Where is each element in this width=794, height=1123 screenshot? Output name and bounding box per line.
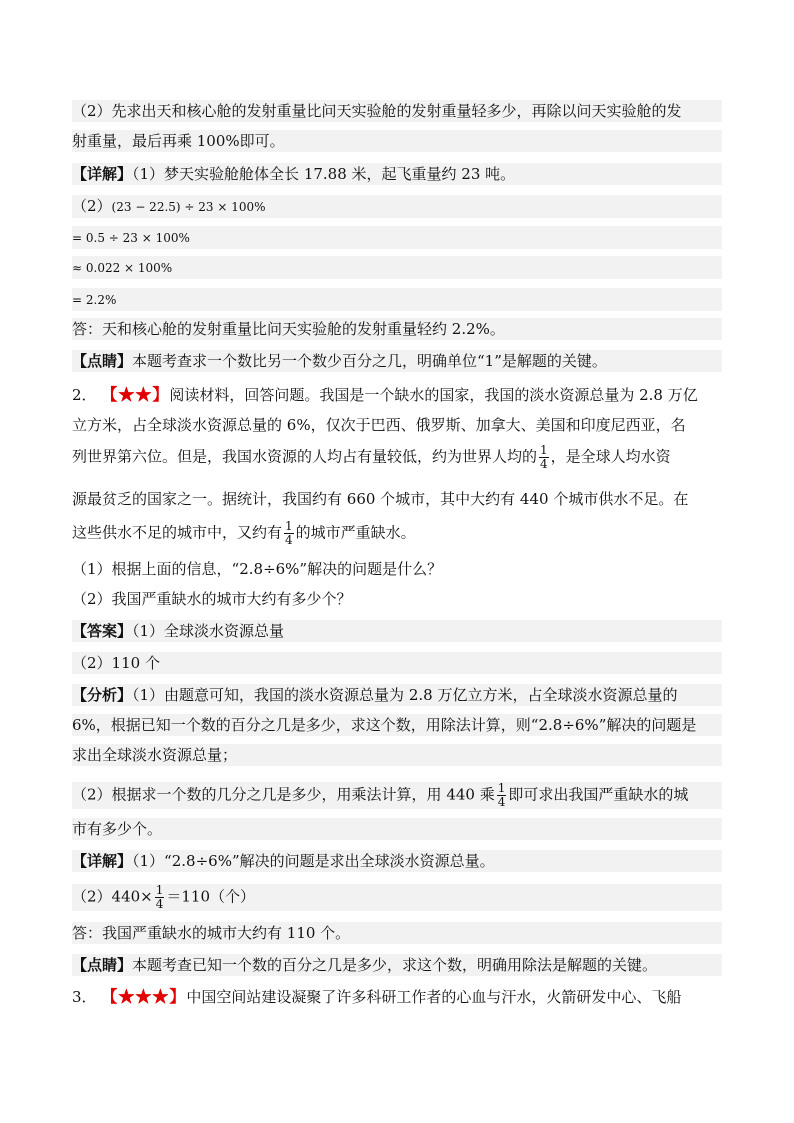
question-2-stars: 【★★】 bbox=[101, 385, 170, 404]
comment-line bbox=[72, 350, 722, 372]
fraction-one-quarter bbox=[539, 444, 549, 471]
detail-1-line bbox=[72, 163, 722, 185]
comment-line-q2 bbox=[72, 954, 722, 976]
question-2-line-1 bbox=[72, 384, 722, 406]
detail-1-line-q2 bbox=[72, 850, 722, 872]
fraction-one-quarter-4 bbox=[155, 884, 165, 911]
question-2-text-3b: ，是全球人均水资 bbox=[550, 447, 671, 466]
question-2-text-5b: 的城市严重缺水。 bbox=[295, 523, 416, 542]
analysis-1-line-1 bbox=[72, 684, 722, 706]
calc-step-4-line bbox=[72, 288, 722, 311]
detail-2-prefix: （2） bbox=[72, 197, 112, 215]
question-2-line-3 bbox=[72, 444, 722, 471]
comment-text-q2: 本题考查已知一个数的百分之几是多少，求这个数，明确用除法是解题的关键。 bbox=[132, 956, 658, 974]
detail-2-text-a: （2）440× bbox=[72, 887, 153, 906]
detail-2-text-b: ＝110（个） bbox=[166, 887, 256, 906]
comment-tag-q2: 【点睛】 bbox=[72, 956, 133, 974]
fraction-denominator: 4 bbox=[155, 897, 164, 911]
comment-tag: 【点睛】 bbox=[72, 352, 133, 370]
question-2-text-5a: 这些供水不足的城市中，又约有 bbox=[72, 523, 283, 542]
question-3-text: 中国空间站建设凝聚了许多科研工作者的心血与汗水，火箭研发中心、飞船 bbox=[186, 988, 682, 1006]
question-2-number: 2． bbox=[72, 386, 97, 404]
calc-step-3-line bbox=[72, 256, 722, 279]
detail-2-line bbox=[72, 195, 722, 218]
analysis-2-line-2: 市有多少个。 bbox=[72, 818, 722, 840]
analysis-tag: 【分析】 bbox=[72, 686, 133, 704]
fraction-numerator: 1 bbox=[285, 520, 293, 533]
reply-line-q2: 答：我国严重缺水的城市大约有 110 个。 bbox=[72, 922, 722, 944]
analysis-1-line-3: 求出全球淡水资源总量； bbox=[72, 744, 722, 766]
fraction-denominator: 4 bbox=[540, 457, 548, 471]
analysis-2-text-b: 即可求出我国严重缺水的城 bbox=[508, 785, 689, 804]
answer-1-text: （1）全球淡水资源总量 bbox=[132, 622, 285, 640]
question-3-line-1 bbox=[72, 986, 722, 1008]
calc-step-4: = 2.2% bbox=[72, 293, 117, 307]
calc-step-2: = 0.5 ÷ 23 × 100% bbox=[72, 231, 190, 245]
detail-tag-q2: 【详解】 bbox=[72, 852, 133, 870]
question-2-text-3: 列世界第六位。但是，我国水资源的人均占有量较低，约为世界人均的 bbox=[72, 447, 538, 466]
analysis-2-line-1 bbox=[72, 782, 722, 809]
analysis-2-text-a: （2）根据求一个数的几分之几是多少，用乘法计算，用 440 乘 bbox=[72, 785, 495, 804]
answer-tag: 【答案】 bbox=[72, 622, 133, 640]
fraction-numerator: 1 bbox=[155, 884, 164, 897]
detail-1-text: （1）梦天实验舱舱体全长 17.88 米，起飞重量约 23 吨。 bbox=[132, 165, 516, 183]
analysis-2-line-2: 射重量，最后再乘 100%即可。 bbox=[72, 130, 722, 152]
calc-step-1: (23 − 22.5) ÷ 23 × 100% bbox=[111, 200, 266, 214]
detail-1-text-q2: （1）“2.8÷6%”解决的问题是求出全球淡水资源总量。 bbox=[132, 852, 495, 870]
fraction-numerator: 1 bbox=[540, 444, 548, 457]
analysis-2-line-1: （2）先求出天和核心舱的发射重量比问天实验舱的发射重量轻多少，再除以问天实验舱的发 bbox=[72, 100, 722, 122]
question-2-line-5 bbox=[72, 520, 722, 547]
detail-tag: 【详解】 bbox=[72, 165, 133, 183]
question-3-stars: 【★★★】 bbox=[101, 987, 187, 1006]
question-2-line-2: 立方米，占全球淡水资源总量的 6%，仅次于巴西、俄罗斯、加拿大、美国和印度尼西亚，名 bbox=[72, 416, 686, 434]
sub-question-1: （1）根据上面的信息，“2.8÷6%”解决的问题是什么？ bbox=[72, 560, 443, 578]
fraction-denominator: 4 bbox=[285, 533, 293, 547]
calc-step-2-line bbox=[72, 226, 722, 249]
analysis-1-text-1: （1）由题意可知，我国的淡水资源总量为 2.8 万亿立方米，占全球淡水资源总量的 bbox=[132, 686, 678, 704]
question-2-text-1: 阅读材料，回答问题。我国是一个缺水的国家，我国的淡水资源总量为 2.8 万亿 bbox=[169, 386, 698, 404]
question-2-line-4: 源最贫乏的国家之一。据统计，我国约有 660 个城市，其中大约有 440 个城市供水不足。在 bbox=[72, 490, 689, 508]
sub-question-2: （2）我国严重缺水的城市大约有多少个？ bbox=[72, 590, 352, 608]
analysis-1-line-2: 6%，根据已知一个数的百分之几是多少，求这个数，用除法计算，则“2.8÷6%”解决的问题是 bbox=[72, 714, 722, 736]
answer-2-line: （2）110 个 bbox=[72, 652, 722, 674]
answer-1-line bbox=[72, 620, 722, 642]
fraction-denominator: 4 bbox=[497, 795, 506, 809]
comment-text: 本题考查求一个数比另一个数少百分之几，明确单位“1”是解题的关键。 bbox=[132, 352, 607, 370]
fraction-one-quarter-3 bbox=[497, 782, 507, 809]
fraction-numerator: 1 bbox=[497, 782, 506, 795]
fraction-one-quarter-2 bbox=[284, 520, 294, 547]
calc-step-3: ≈ 0.022 × 100% bbox=[72, 261, 173, 275]
detail-2-line-q2 bbox=[72, 884, 722, 911]
question-3-number: 3． bbox=[72, 988, 97, 1006]
answer-line: 答：天和核心舱的发射重量比问天实验舱的发射重量轻约 2.2%。 bbox=[72, 318, 722, 340]
